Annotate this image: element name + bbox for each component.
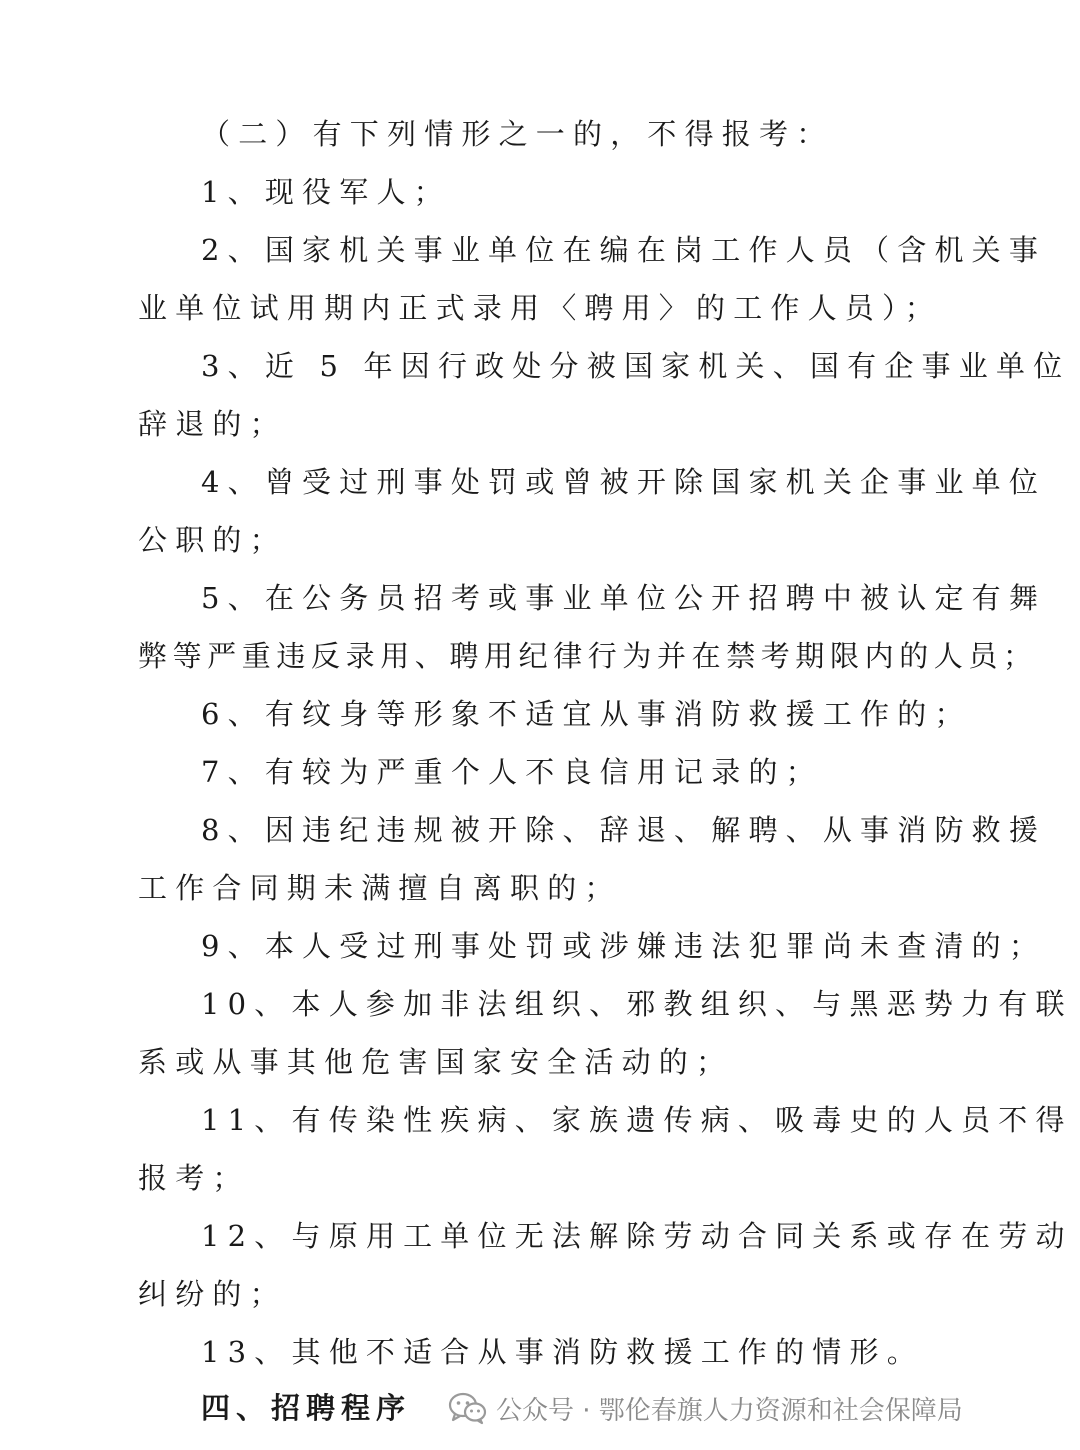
- list-item-12-line-1: 12、与原用工单位无法解除劳动合同关系或存在劳动: [201, 1219, 1073, 1253]
- section-heading-recruitment-procedure: 四、招聘程序: [201, 1391, 412, 1425]
- watermark-text: 公众号 · 鄂伦春旗人力资源和社会保障局: [496, 1395, 963, 1426]
- list-item-9: 9、本人受过刑事处罚或涉嫌违法犯罪尚未查清的；: [201, 929, 1047, 963]
- list-item-8-line-1: 8、因违纪违规被开除、辞退、解聘、从事消防救援: [201, 813, 1047, 847]
- list-item-4-line-1: 4、曾受过刑事处罚或曾被开除国家机关企事业单位: [201, 465, 1047, 499]
- list-item-10-line-1: 10、本人参加非法组织、邪教组织、与黑恶势力有联: [201, 987, 1073, 1021]
- list-item-3-line-2: 辞退的；: [138, 407, 287, 441]
- list-item-12-line-2: 纠纷的；: [138, 1277, 287, 1311]
- list-item-2-line-2: 业单位试用期内正式录用〈聘用〉的工作人员）；: [138, 291, 942, 325]
- list-item-11-line-1: 11、有传染性疾病、家族遗传病、吸毒史的人员不得: [201, 1103, 1073, 1137]
- list-item-5-line-1: 5、在公务员招考或事业单位公开招聘中被认定有舞: [201, 581, 1047, 615]
- list-item-3-line-1: 3、近 5 年因行政处分被国家机关、国有企事业单位: [201, 349, 1071, 383]
- list-item-2-line-1: 2、国家机关事业单位在编在岗工作人员（含机关事: [201, 233, 1047, 267]
- list-item-8-line-2: 工作合同期未满擅自离职的；: [138, 871, 622, 905]
- list-item-7: 7、有较为严重个人不良信用记录的；: [201, 755, 823, 789]
- wechat-icon: [448, 1391, 488, 1425]
- list-item-10-line-2: 系或从事其他危害国家安全活动的；: [138, 1045, 734, 1079]
- list-item-6: 6、有纹身等形象不适宜从事消防救援工作的；: [201, 697, 972, 731]
- list-item-1: 1、现役军人；: [201, 175, 451, 209]
- watermark: [448, 1388, 963, 1428]
- list-item-11-line-2: 报考；: [138, 1161, 250, 1195]
- list-item-4-line-2: 公职的；: [138, 523, 287, 557]
- list-item-13: 13、其他不适合从事消防救援工作的情形。: [201, 1335, 924, 1369]
- list-item-5-line-2: 弊等严重违反录用、聘用纪律行为并在禁考期限内的人员；: [138, 639, 1038, 673]
- section-heading: （二）有下列情形之一的，不得报考：: [201, 117, 834, 151]
